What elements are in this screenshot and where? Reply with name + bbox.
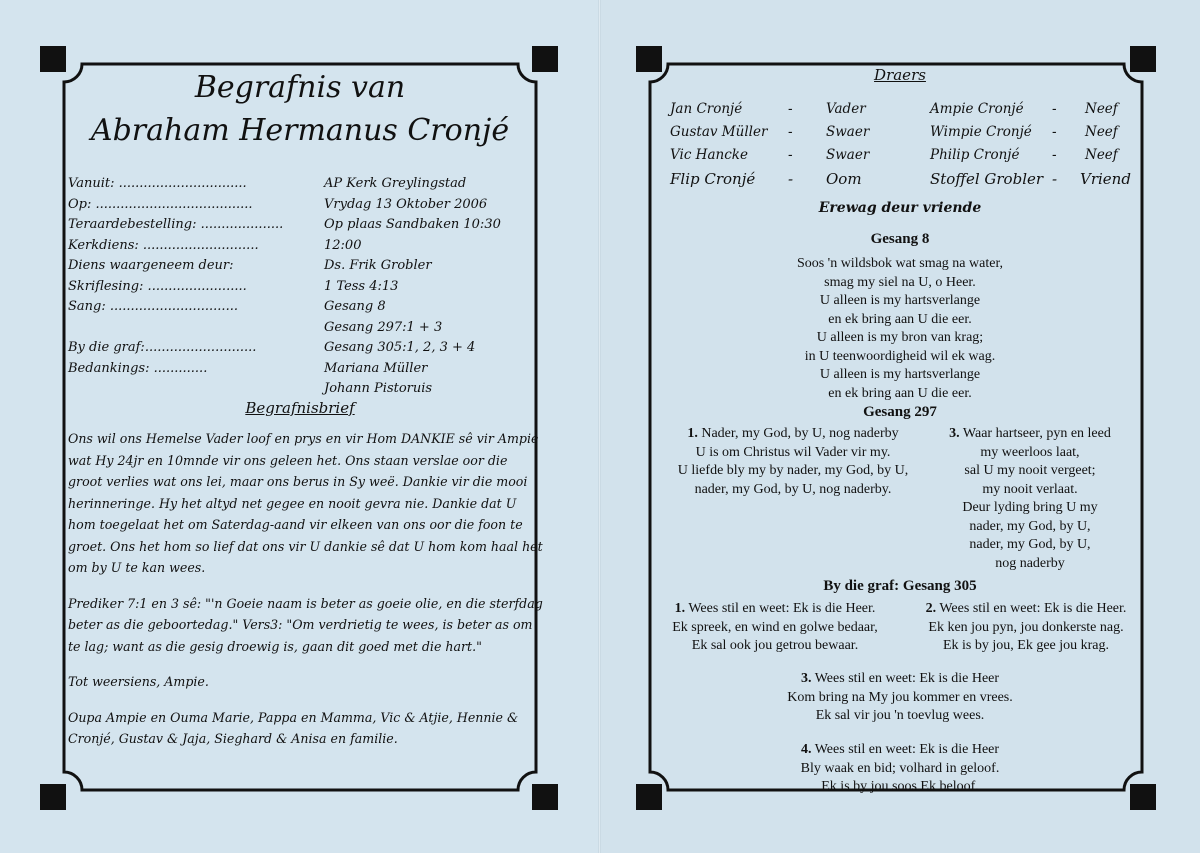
- hymn-line: Ek is by jou soos Ek beloof.: [821, 779, 979, 794]
- hymn-line: Ek sal ook jou getrou bewaar.: [691, 638, 859, 653]
- detail-value: Mariana Müller: [324, 360, 428, 376]
- hymn-line: Wees stil en weet: Ek is die Heer.: [939, 601, 1127, 616]
- brief-heading: Begrafnisbrief: [245, 399, 355, 417]
- detail-row: [68, 340, 528, 361]
- detail-row: [68, 279, 528, 300]
- bearer-relation: Neef: [1085, 147, 1118, 163]
- bearer-relation: Swaer: [826, 147, 870, 163]
- detail-label: Sang: ...............................: [68, 299, 238, 314]
- title-line-2: Abraham Hermanus Cronjé: [90, 113, 510, 148]
- bearer-name: Jan Cronjé: [670, 101, 743, 117]
- bearer-dash: -: [1052, 170, 1058, 188]
- gesang8-title: Gesang 8: [870, 231, 930, 247]
- detail-label: Op: ......................................: [68, 196, 253, 212]
- hymn-line: my weerloos laat,: [980, 444, 1080, 460]
- detail-value: Gesang 8: [324, 299, 386, 314]
- hymn-line: nader, my God, by U, nog naderby.: [694, 481, 892, 497]
- detail-value: Vrydag 13 Oktober 2006: [324, 196, 488, 212]
- bearer-dash: -: [788, 124, 793, 140]
- detail-row: [68, 258, 528, 279]
- detail-label: Teraardebestelling: ....................: [68, 217, 284, 232]
- gesang297-verse1: [648, 425, 938, 499]
- bearer-dash: -: [788, 101, 793, 117]
- detail-label: By die graf:...........................: [68, 340, 257, 355]
- hymn-line: en ek bring aan U die eer.: [828, 311, 972, 327]
- hymn-line: Wees stil en weet: Ek is die Heer: [814, 742, 1000, 757]
- detail-row: [68, 361, 528, 382]
- letter-paragraph: Oupa Ampie en Ouma Marie, Pappa en Mamma, Vic & Atjie, Hennie & Cronjé, Gustav & Jaja, Sieghard & Anisa en familie.: [68, 709, 519, 746]
- hymn-line: Wees stil en weet: Ek is die Heer.: [688, 601, 876, 616]
- bearer-dash: -: [788, 170, 794, 188]
- bearer-relation: Swaer: [826, 124, 870, 140]
- bearer-dash: -: [1052, 147, 1057, 163]
- verse-number: 1.: [687, 426, 698, 441]
- detail-row: [68, 197, 528, 218]
- hymn-line: nader, my God, by U,: [969, 537, 1091, 552]
- detail-row: [68, 217, 528, 238]
- hymn-line: Waar hartseer, pyn en leed: [962, 426, 1111, 441]
- bearer-name: Stoffel Grobler: [930, 170, 1044, 188]
- gesang8-text: [600, 255, 1200, 403]
- verse-number: 4.: [800, 742, 812, 757]
- hymn-line: U alleen is my hartsverlange: [819, 293, 981, 308]
- bearer-name: Philip Cronjé: [930, 147, 1020, 163]
- detail-label: Diens waargeneem deur:: [68, 258, 234, 273]
- gesang305-verse1: [650, 600, 900, 656]
- gesang297-verse3: [930, 425, 1130, 573]
- bearer-row: [670, 147, 1150, 170]
- hymn-line: U alleen is my hartsverlange: [819, 367, 981, 382]
- gesang305-title: By die graf: Gesang 305: [823, 578, 977, 594]
- hymn-line: Ek sal vir jou 'n toevlug wees.: [815, 708, 985, 723]
- bearer-relation: Vriend: [1080, 170, 1131, 188]
- hymn-line: Kom bring na My jou kommer en vrees.: [787, 689, 1013, 705]
- bearer-row: [670, 101, 1150, 124]
- hymn-line: Nader, my God, by U, nog naderby: [701, 426, 899, 441]
- hymn-line: U alleen is my bron van krag;: [816, 330, 984, 345]
- detail-value: Op plaas Sandbaken 10:30: [324, 217, 501, 232]
- gesang305-verse3: [600, 670, 1200, 726]
- detail-label: Bedankings: .............: [68, 360, 208, 376]
- detail-value: 12:00: [324, 237, 362, 253]
- bearer-name: Wimpie Cronjé: [930, 124, 1032, 140]
- bearer-name: Ampie Cronjé: [930, 101, 1024, 117]
- letter-paragraph: Ons wil ons Hemelse Vader loof en prys en vir Hom DANKIE sê vir Ampie wat Hy 24jr en 10mnde vir ons geleen het. Ons staan verslae oor die groot verlies wat ons lei, maar ons berus in Sy weë. Dankie vir die mooi herinneringe. Hy het altyd net gegee en nooit gevra nie. Dankie dat U hom toegelaat het om Saterdag-aand vir elkeen van ons oor die foon te groet. Ons het hom so lief dat ons vir U dankie sê dat U hom kom haal het om by U te kan wees.: [68, 431, 543, 575]
- funeral-letter: [68, 428, 544, 764]
- detail-row: [68, 299, 528, 320]
- bearer-dash: -: [1052, 124, 1057, 140]
- hymn-line: nog naderby: [995, 555, 1065, 571]
- bearer-relation: Neef: [1085, 101, 1118, 117]
- detail-row: [68, 176, 528, 197]
- bearer-relation: Vader: [826, 101, 866, 117]
- bearer-name: Flip Cronjé: [670, 170, 756, 188]
- verse-number: 3.: [800, 671, 812, 686]
- detail-label: Skriflesing: ........................: [68, 278, 247, 294]
- hymn-line: Ek spreek, en wind en golwe bedaar,: [672, 619, 878, 635]
- hymn-line: U is om Christus wil Vader vir my.: [695, 444, 891, 460]
- bearer-name: Gustav Müller: [670, 124, 768, 140]
- hymn-line: sal U my nooit vergeet;: [964, 463, 1096, 478]
- hymn-line: Deur lyding bring U my: [962, 500, 1098, 515]
- detail-label: Kerkdiens: ............................: [68, 237, 259, 253]
- hymn-line: Ek ken jou pyn, jou donkerste nag.: [928, 619, 1124, 635]
- bearer-row: [670, 124, 1150, 147]
- bearers-list: [670, 101, 1150, 193]
- detail-value: Johann Pistoruis: [324, 381, 433, 396]
- hymn-line: Wees stil en weet: Ek is die Heer: [814, 671, 1000, 686]
- detail-value: Gesang 305:1, 2, 3 + 4: [324, 340, 476, 355]
- letter-paragraph: Tot weersiens, Ampie.: [68, 674, 209, 689]
- hymn-line: U liefde bly my by nader, my God, by U,: [677, 463, 909, 478]
- detail-row: [68, 238, 528, 259]
- verse-number: 2.: [925, 601, 937, 616]
- hymn-line: smag my siel na U, o Heer.: [824, 274, 976, 290]
- gesang297-title: Gesang 297: [863, 404, 937, 420]
- title-line-1: Begrafnis van: [194, 70, 406, 105]
- hymn-line: in U teenwoordigheid wil ek wag.: [804, 348, 996, 364]
- service-details: [68, 176, 528, 402]
- hymn-line: en ek bring aan U die eer.: [828, 385, 972, 401]
- detail-row: [68, 320, 528, 341]
- gesang305-verse4: [600, 741, 1200, 797]
- verse-number: 1.: [674, 601, 686, 616]
- hymn-line: Ek is by jou, Ek gee jou krag.: [942, 638, 1110, 653]
- draers-heading: Draers: [874, 66, 926, 84]
- hymn-line: nader, my God, by U,: [969, 518, 1091, 534]
- bearer-dash: -: [1052, 101, 1057, 117]
- erewag-line: Erewag deur vriende: [818, 200, 982, 216]
- detail-value: Ds. Frik Grobler: [324, 258, 432, 273]
- letter-paragraph: Prediker 7:1 en 3 sê: "'n Goeie naam is beter as goeie olie, en die sterfdag beter as die geboortedag." Vers3: "Om verdrietig te wees, is beter as om te lag; want as die gesig droewig is, gaan dit goed met die hart.": [68, 595, 543, 654]
- bearer-relation: Neef: [1085, 124, 1118, 140]
- detail-value: Gesang 297:1 + 3: [324, 319, 443, 335]
- verse-number: 3.: [949, 426, 960, 441]
- bearer-dash: -: [788, 147, 793, 163]
- bearer-name: Vic Hancke: [670, 147, 748, 163]
- detail-value: AP Kerk Greylingstad: [324, 176, 467, 191]
- gesang305-verse2: [902, 600, 1150, 656]
- hymn-line: my nooit verlaat.: [982, 481, 1078, 497]
- bearer-relation: Oom: [826, 170, 862, 188]
- hymn-line: Soos 'n wildsbok wat smag na water,: [796, 256, 1004, 271]
- detail-label: Vanuit: ...............................: [68, 176, 247, 191]
- hymn-line: Bly waak en bid; volhard in geloof.: [800, 760, 1000, 776]
- detail-value: 1 Tess 4:13: [324, 278, 399, 294]
- bearer-row: [670, 170, 1150, 193]
